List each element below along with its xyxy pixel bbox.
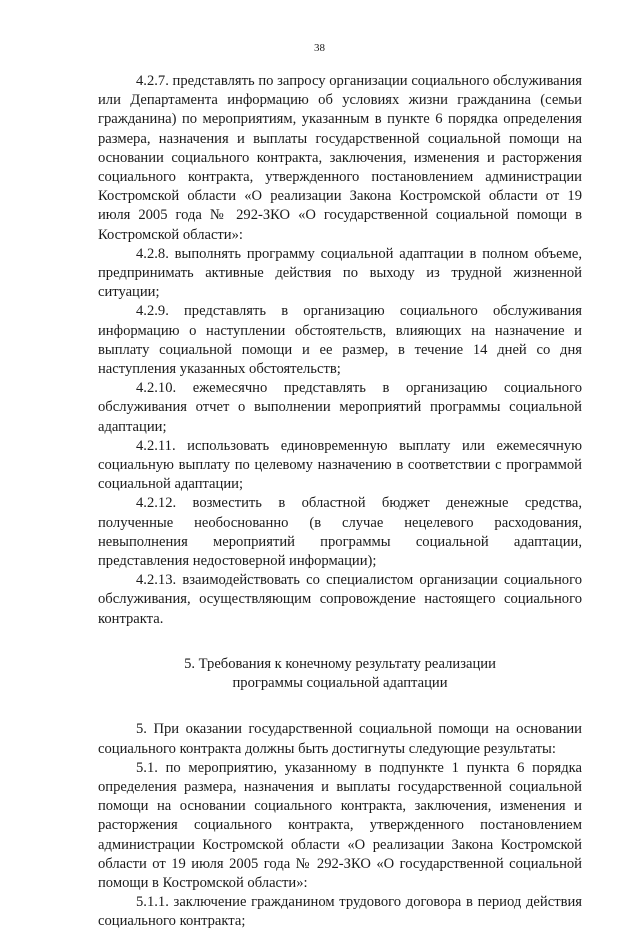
section-5-heading (98, 655, 582, 693)
section-heading-line-2: программы социальной адаптации (232, 675, 448, 692)
paragraph-4-2-12: 4.2.12. возместить в областной бюджет денежные средства, полученные необоснованно (в случае нецелевого расходования, невыполнения мероприятий программы социальной адаптации, представления недостоверной информации); (98, 495, 582, 570)
paragraph-5: 5. При оказании государственной социальной помощи на основании социального контракта должны быть достигнуты следующие результаты: (98, 721, 582, 757)
paragraph-4-2-10: 4.2.10. ежемесячно представлять в организацию социального обслуживания отчет о выполнении мероприятий программы социальной адаптации; (98, 380, 582, 435)
paragraph-4-2-13: 4.2.13. взаимодействовать со специалистом организации социального обслуживания, осуществляющим сопровождение настоящего социального контракта. (98, 572, 582, 627)
page-number: 38 (314, 42, 325, 54)
paragraph-5-1: 5.1. по мероприятию, указанному в подпункте 1 пункта 6 порядка определения размера, назначения и выплаты государственной социальной помощи на основании социального контракта, заключения, изменения и расторжения социального контракта, утвержденного постановлением администрации Костромской области «О реализации Закона Костромской области от 19 июля 2005 года № 292-ЗКО «О государственной социальной помощи в Костромской области»: (98, 759, 582, 891)
paragraph-4-2-8: 4.2.8. выполнять программу социальной адаптации в полном объеме, предпринимать активные действия по выходу из трудной жизненной ситуации; (98, 245, 582, 301)
paragraph-4-2-7: 4.2.7. представлять по запросу организации социального обслуживания или Департамента информацию об условиях жизни гражданина (семьи гражданина) по мероприятиям, указанным в пункте 6 порядка определения размера, назначения и выплаты государственной социальной помощи на основании социального контракта, заключения, изменения и расторжения социального контракта, утвержденного постановлением администрации Костромской области «О реализации Закона Костромской области от 19 июля 2005 года № 292-ЗКО «О государственной социальной помощи в Костромской области»: (98, 73, 582, 243)
paragraph-5-1-1: 5.1.1. заключение гражданином трудового договора в период действия социального контракта; (98, 894, 582, 930)
section-heading-line-1: 5. Требования к конечному результату реализации (184, 655, 496, 672)
paragraph-4-2-11: 4.2.11. использовать единовременную выплату или ежемесячную социальную выплату по целевому назначению в соответствии с программой социальной адаптации; (98, 437, 582, 493)
paragraph-4-2-9: 4.2.9. представлять в организацию социального обслуживания информацию о наступлении обстоятельств, влияющих на назначение и выплату социальной помощи и ее размер, в течение 14 дней со дня наступления указанных обстоятельств; (98, 303, 582, 378)
document-body (98, 72, 582, 932)
